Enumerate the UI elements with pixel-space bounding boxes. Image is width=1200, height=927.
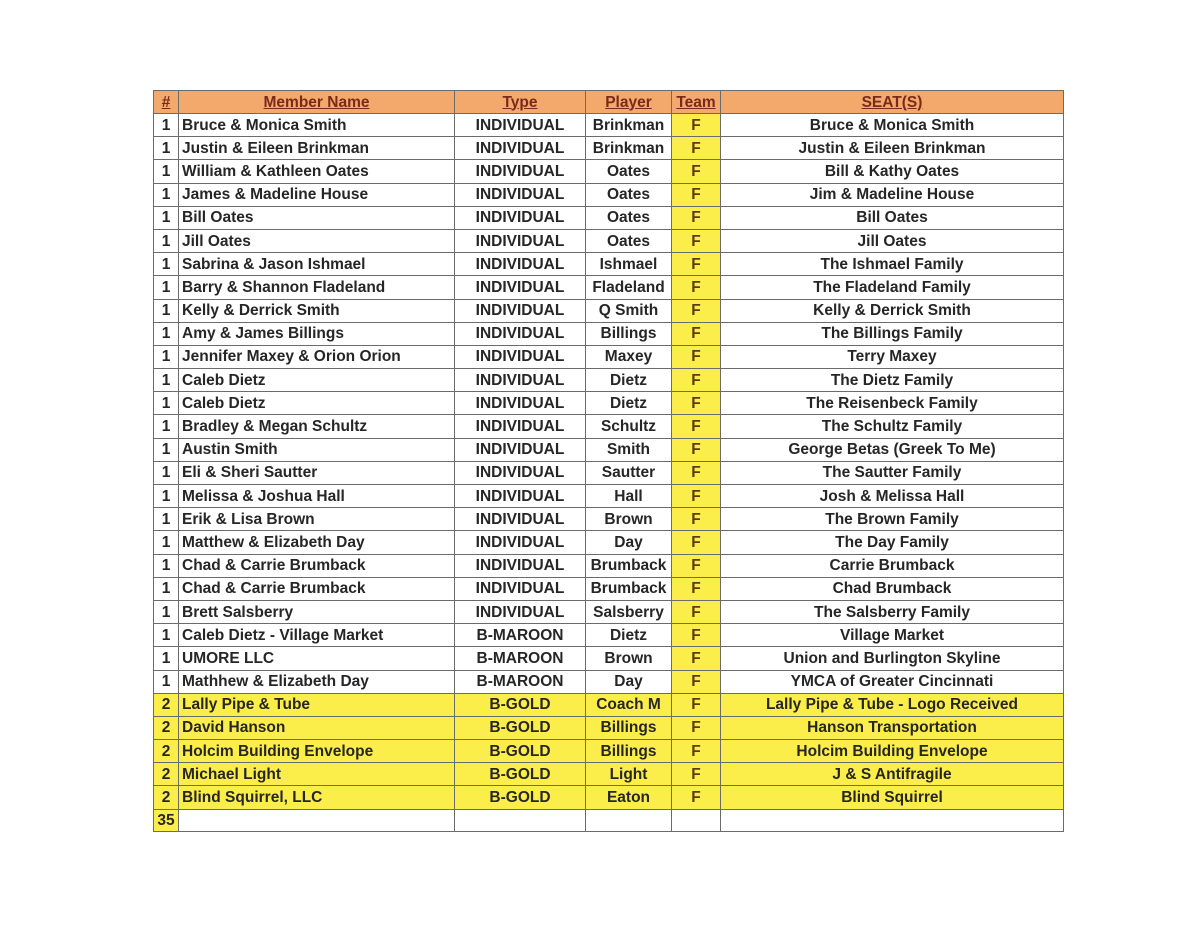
table-row [154,415,1064,438]
cell-team: F [672,670,721,693]
cell-team: F [672,137,721,160]
cell-member-name: Erik & Lisa Brown [179,508,455,531]
cell-player: Oates [586,183,672,206]
cell-seat: Terry Maxey [721,345,1064,368]
cell-team: F [672,693,721,716]
cell-member-name: Brett Salsberry [179,600,455,623]
cell-type: INDIVIDUAL [455,276,586,299]
cell-type: INDIVIDUAL [455,554,586,577]
cell-member-name: Amy & James Billings [179,322,455,345]
cell-team: F [672,508,721,531]
cell-member-name: Justin & Eileen Brinkman [179,137,455,160]
cell-num: 1 [154,345,179,368]
table-row [154,299,1064,322]
cell-num: 2 [154,786,179,809]
cell-player: Billings [586,716,672,739]
total-count: 35 [154,809,179,831]
cell-player: Brown [586,508,672,531]
cell-player: Brown [586,647,672,670]
table-row [154,508,1064,531]
header-type: Type [455,91,586,114]
cell-seat: Bill & Kathy Oates [721,160,1064,183]
cell-num: 1 [154,415,179,438]
cell-type: INDIVIDUAL [455,206,586,229]
cell-type: INDIVIDUAL [455,438,586,461]
table-row [154,624,1064,647]
cell-seat: Carrie Brumback [721,554,1064,577]
table-row [154,345,1064,368]
cell-num: 1 [154,160,179,183]
cell-seat: The Ishmael Family [721,253,1064,276]
cell-player: Q Smith [586,299,672,322]
cell-player: Light [586,763,672,786]
cell-seat: The Fladeland Family [721,276,1064,299]
cell-member-name: Matthew & Elizabeth Day [179,531,455,554]
cell-team: F [672,206,721,229]
cell-type: INDIVIDUAL [455,369,586,392]
cell-team: F [672,299,721,322]
cell-team: F [672,415,721,438]
cell-team: F [672,276,721,299]
cell-type: INDIVIDUAL [455,485,586,508]
cell-num: 2 [154,693,179,716]
cell-seat: Lally Pipe & Tube - Logo Received [721,693,1064,716]
cell-type: INDIVIDUAL [455,345,586,368]
cell-member-name: Bruce & Monica Smith [179,114,455,137]
cell-type: B-GOLD [455,740,586,763]
cell-player: Dietz [586,369,672,392]
cell-member-name: Mathhew & Elizabeth Day [179,670,455,693]
cell-team: F [672,345,721,368]
table-row [154,229,1064,252]
table-row [154,276,1064,299]
table-row [154,786,1064,809]
cell-seat: Holcim Building Envelope [721,740,1064,763]
total-empty-cell [672,809,721,831]
cell-player: Eaton [586,786,672,809]
table-row [154,531,1064,554]
cell-num: 1 [154,647,179,670]
cell-seat: The Billings Family [721,322,1064,345]
cell-player: Maxey [586,345,672,368]
cell-seat: The Dietz Family [721,369,1064,392]
cell-player: Oates [586,160,672,183]
table-row [154,693,1064,716]
table-row [154,322,1064,345]
cell-seat: Union and Burlington Skyline [721,647,1064,670]
cell-type: B-GOLD [455,786,586,809]
total-empty-cell [586,809,672,831]
cell-member-name: Barry & Shannon Fladeland [179,276,455,299]
cell-seat: The Sautter Family [721,461,1064,484]
cell-type: INDIVIDUAL [455,183,586,206]
cell-num: 1 [154,670,179,693]
cell-type: B-GOLD [455,693,586,716]
cell-num: 1 [154,485,179,508]
cell-team: F [672,369,721,392]
cell-team: F [672,577,721,600]
table-row [154,647,1064,670]
cell-type: INDIVIDUAL [455,461,586,484]
cell-team: F [672,786,721,809]
cell-player: Schultz [586,415,672,438]
cell-player: Brumback [586,577,672,600]
table-row [154,554,1064,577]
cell-member-name: Blind Squirrel, LLC [179,786,455,809]
cell-member-name: James & Madeline House [179,183,455,206]
cell-num: 2 [154,763,179,786]
cell-num: 1 [154,183,179,206]
cell-team: F [672,461,721,484]
table-row [154,369,1064,392]
cell-num: 1 [154,276,179,299]
cell-team: F [672,392,721,415]
cell-player: Sautter [586,461,672,484]
cell-member-name: William & Kathleen Oates [179,160,455,183]
cell-player: Brinkman [586,114,672,137]
cell-num: 2 [154,740,179,763]
cell-member-name: Eli & Sheri Sautter [179,461,455,484]
cell-num: 1 [154,392,179,415]
cell-seat: J & S Antifragile [721,763,1064,786]
cell-player: Brinkman [586,137,672,160]
cell-member-name: Sabrina & Jason Ishmael [179,253,455,276]
cell-seat: The Day Family [721,531,1064,554]
cell-type: INDIVIDUAL [455,160,586,183]
cell-seat: Village Market [721,624,1064,647]
cell-member-name: Holcim Building Envelope [179,740,455,763]
cell-team: F [672,322,721,345]
cell-member-name: Michael Light [179,763,455,786]
table-row [154,114,1064,137]
cell-seat: The Reisenbeck Family [721,392,1064,415]
cell-member-name: Jennifer Maxey & Orion Orion [179,345,455,368]
header-num: # [154,91,179,114]
total-empty-cell [179,809,455,831]
cell-type: INDIVIDUAL [455,299,586,322]
cell-player: Fladeland [586,276,672,299]
cell-member-name: UMORE LLC [179,647,455,670]
header-seats: SEAT(S) [721,91,1064,114]
cell-num: 1 [154,508,179,531]
header-row [154,91,1064,114]
cell-player: Dietz [586,624,672,647]
cell-seat: Justin & Eileen Brinkman [721,137,1064,160]
cell-type: INDIVIDUAL [455,392,586,415]
cell-num: 1 [154,624,179,647]
cell-seat: YMCA of Greater Cincinnati [721,670,1064,693]
cell-player: Coach M [586,693,672,716]
table-row [154,600,1064,623]
cell-num: 1 [154,253,179,276]
cell-type: B-MAROON [455,647,586,670]
cell-team: F [672,160,721,183]
cell-team: F [672,531,721,554]
cell-type: B-GOLD [455,763,586,786]
cell-member-name: Caleb Dietz [179,369,455,392]
cell-team: F [672,624,721,647]
cell-num: 1 [154,554,179,577]
cell-type: INDIVIDUAL [455,114,586,137]
cell-num: 1 [154,438,179,461]
cell-type: INDIVIDUAL [455,531,586,554]
cell-seat: The Brown Family [721,508,1064,531]
table-row [154,740,1064,763]
cell-seat: Josh & Melissa Hall [721,485,1064,508]
cell-type: INDIVIDUAL [455,229,586,252]
cell-member-name: Chad & Carrie Brumback [179,554,455,577]
cell-type: INDIVIDUAL [455,415,586,438]
cell-seat: The Schultz Family [721,415,1064,438]
cell-member-name: Bradley & Megan Schultz [179,415,455,438]
cell-team: F [672,229,721,252]
table-row [154,670,1064,693]
cell-member-name: David Hanson [179,716,455,739]
cell-team: F [672,554,721,577]
cell-num: 1 [154,206,179,229]
cell-num: 1 [154,137,179,160]
cell-team: F [672,438,721,461]
cell-num: 1 [154,369,179,392]
cell-team: F [672,763,721,786]
cell-player: Oates [586,229,672,252]
cell-player: Ishmael [586,253,672,276]
cell-seat: George Betas (Greek To Me) [721,438,1064,461]
cell-type: INDIVIDUAL [455,253,586,276]
total-row [154,809,1064,831]
cell-type: B-GOLD [455,716,586,739]
cell-type: B-MAROON [455,624,586,647]
cell-member-name: Jill Oates [179,229,455,252]
table-row [154,716,1064,739]
cell-type: INDIVIDUAL [455,600,586,623]
cell-player: Oates [586,206,672,229]
cell-team: F [672,114,721,137]
total-empty-cell [455,809,586,831]
cell-team: F [672,485,721,508]
cell-player: Day [586,531,672,554]
cell-type: INDIVIDUAL [455,508,586,531]
header-team: Team [672,91,721,114]
cell-num: 1 [154,461,179,484]
cell-num: 1 [154,299,179,322]
cell-seat: Bill Oates [721,206,1064,229]
table-row [154,183,1064,206]
table-row [154,461,1064,484]
cell-num: 1 [154,322,179,345]
cell-team: F [672,716,721,739]
cell-member-name: Austin Smith [179,438,455,461]
cell-num: 1 [154,229,179,252]
cell-team: F [672,740,721,763]
table-row [154,763,1064,786]
cell-seat: Blind Squirrel [721,786,1064,809]
cell-member-name: Caleb Dietz [179,392,455,415]
cell-player: Billings [586,322,672,345]
cell-seat: Chad Brumback [721,577,1064,600]
cell-seat: Bruce & Monica Smith [721,114,1064,137]
cell-player: Salsberry [586,600,672,623]
table-row [154,438,1064,461]
cell-member-name: Bill Oates [179,206,455,229]
cell-num: 1 [154,600,179,623]
cell-player: Dietz [586,392,672,415]
cell-player: Hall [586,485,672,508]
header-member-name: Member Name [179,91,455,114]
cell-member-name: Chad & Carrie Brumback [179,577,455,600]
table-row [154,160,1064,183]
cell-seat: Jim & Madeline House [721,183,1064,206]
table-row [154,206,1064,229]
table-row [154,253,1064,276]
cell-team: F [672,183,721,206]
cell-member-name: Melissa & Joshua Hall [179,485,455,508]
cell-type: INDIVIDUAL [455,137,586,160]
cell-seat: Jill Oates [721,229,1064,252]
cell-num: 1 [154,577,179,600]
cell-num: 2 [154,716,179,739]
total-empty-cell [721,809,1064,831]
cell-member-name: Caleb Dietz - Village Market [179,624,455,647]
cell-type: INDIVIDUAL [455,322,586,345]
cell-num: 1 [154,114,179,137]
cell-player: Day [586,670,672,693]
member-seat-table [153,90,1064,832]
cell-team: F [672,647,721,670]
table-row [154,485,1064,508]
cell-type: INDIVIDUAL [455,577,586,600]
cell-team: F [672,600,721,623]
cell-player: Smith [586,438,672,461]
cell-player: Billings [586,740,672,763]
cell-seat: The Salsberry Family [721,600,1064,623]
cell-team: F [672,253,721,276]
cell-num: 1 [154,531,179,554]
header-player: Player [586,91,672,114]
table-row [154,137,1064,160]
table-row [154,577,1064,600]
cell-seat: Hanson Transportation [721,716,1064,739]
cell-seat: Kelly & Derrick Smith [721,299,1064,322]
cell-member-name: Lally Pipe & Tube [179,693,455,716]
table-row [154,392,1064,415]
cell-member-name: Kelly & Derrick Smith [179,299,455,322]
cell-type: B-MAROON [455,670,586,693]
cell-player: Brumback [586,554,672,577]
